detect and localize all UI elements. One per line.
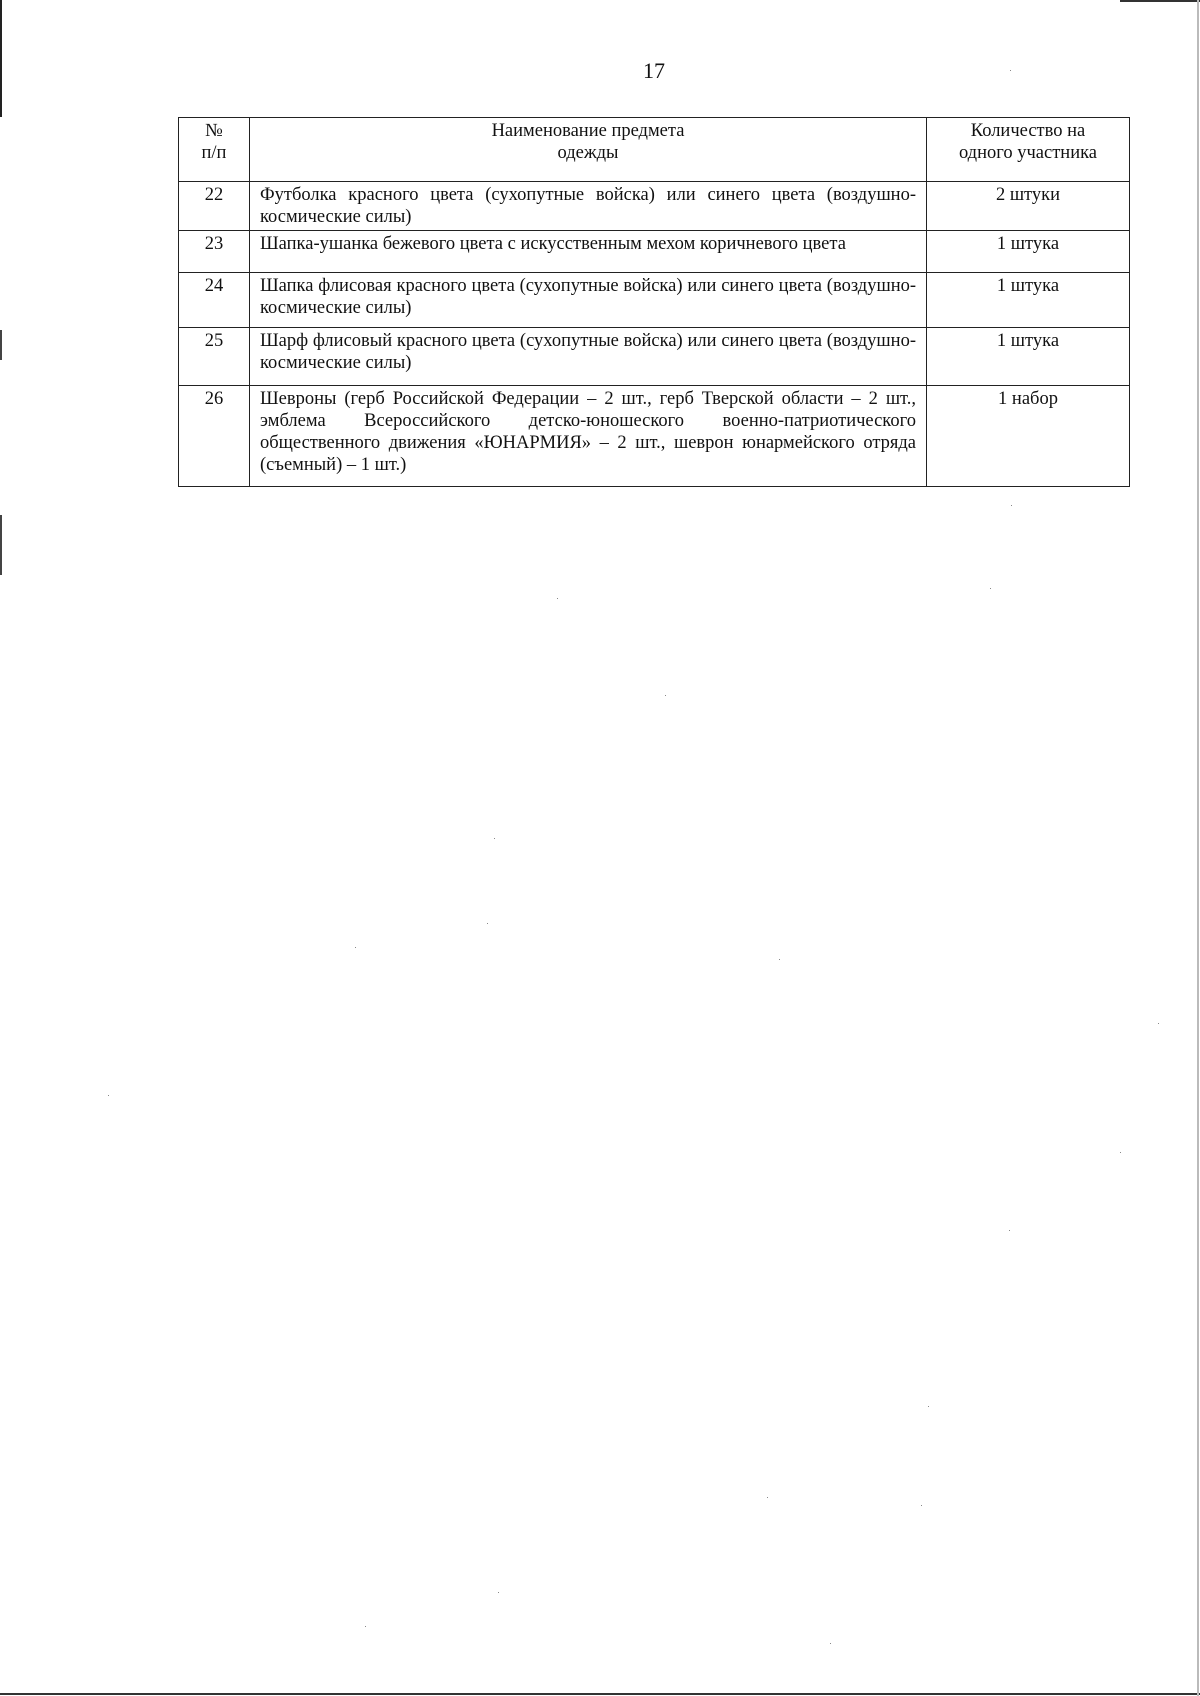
table-row — [179, 273, 1130, 328]
header-quantity-line: одного участника — [958, 143, 1098, 163]
header-quantity-line: Количество на — [970, 121, 1086, 141]
item-name-line: Футболка красного цвета (сухопутные войска) или синего цвета (воздушно- — [260, 185, 916, 205]
clothing-items-table — [178, 117, 1130, 487]
header-number-line: № — [205, 121, 223, 141]
scan-edge-mark — [0, 1693, 1200, 1695]
scan-speck — [1158, 1023, 1159, 1024]
item-quantity: 1 штука — [927, 328, 1130, 386]
scan-edge-mark — [0, 330, 2, 360]
scan-edge-mark — [1120, 0, 1200, 2]
row-number: 23 — [179, 231, 250, 273]
item-name-line: отряда (съемный) – 1 шт.) — [260, 433, 917, 475]
item-name-line: общественного движения «ЮНАРМИЯ» – 2 шт., шеврон юнармейского — [260, 433, 855, 453]
header-item-name-line: одежды — [557, 143, 619, 163]
header-item-name — [250, 118, 927, 182]
scan-speck — [1010, 70, 1011, 71]
page-number: 17 — [643, 58, 665, 83]
table-row — [179, 231, 1130, 273]
item-name-line: космические силы) — [260, 207, 412, 227]
scan-speck — [990, 588, 991, 589]
scan-speck — [494, 838, 495, 839]
item-quantity: 2 штуки — [927, 182, 1130, 231]
item-quantity: 1 штука — [927, 231, 1130, 273]
item-quantity: 1 штука — [927, 273, 1130, 328]
scan-speck — [921, 1505, 922, 1506]
header-number-line: п/п — [201, 143, 227, 163]
header-quantity — [927, 118, 1130, 182]
table-row — [179, 182, 1130, 231]
scan-speck — [108, 1095, 109, 1096]
table-header-row — [179, 118, 1130, 182]
row-number: 22 — [179, 182, 250, 231]
header-item-name-line: Наименование предмета — [491, 121, 685, 141]
header-number — [179, 118, 250, 182]
item-name-line: Шапка-ушанка бежевого цвета с искусственным мехом коричневого цвета — [260, 234, 846, 254]
item-name — [250, 182, 927, 231]
scan-edge-mark — [0, 515, 2, 575]
item-name-line: шт., эмблема Всероссийского детско-юношеского военно-патриотического — [260, 389, 917, 431]
scan-edge-mark — [1197, 0, 1199, 1696]
item-name — [250, 386, 927, 487]
item-name — [250, 273, 927, 328]
table-row — [179, 386, 1130, 487]
scan-speck — [767, 1497, 768, 1498]
scan-speck — [665, 695, 666, 696]
item-name-line: Шевроны (герб Российской Федерации – 2 шт., герб Тверской области – 2 — [260, 389, 878, 409]
scan-speck — [498, 1592, 499, 1593]
scan-speck — [928, 1406, 929, 1407]
row-number: 24 — [179, 273, 250, 328]
row-number: 26 — [179, 386, 250, 487]
item-name-line: Шарф флисовый красного цвета (сухопутные войска) или синего цвета — [260, 331, 822, 351]
item-name — [250, 328, 927, 386]
item-name-line: (воздушно-космические силы) — [260, 331, 916, 373]
scan-speck — [557, 598, 558, 599]
scan-speck — [487, 923, 488, 924]
item-name-line: Шапка флисовая красного цвета (сухопутные войска) или синего цвета — [260, 276, 822, 296]
item-name — [250, 231, 927, 273]
item-name-line: (воздушно-космические силы) — [260, 276, 917, 318]
scan-speck — [830, 1643, 831, 1644]
scan-speck — [1009, 1230, 1010, 1231]
scan-speck — [779, 959, 780, 960]
scan-speck — [1011, 505, 1012, 506]
item-quantity: 1 набор — [927, 386, 1130, 487]
row-number: 25 — [179, 328, 250, 386]
scan-speck — [355, 947, 356, 948]
scan-speck — [365, 1626, 366, 1627]
scan-speck — [1120, 1152, 1121, 1153]
table-row — [179, 328, 1130, 386]
